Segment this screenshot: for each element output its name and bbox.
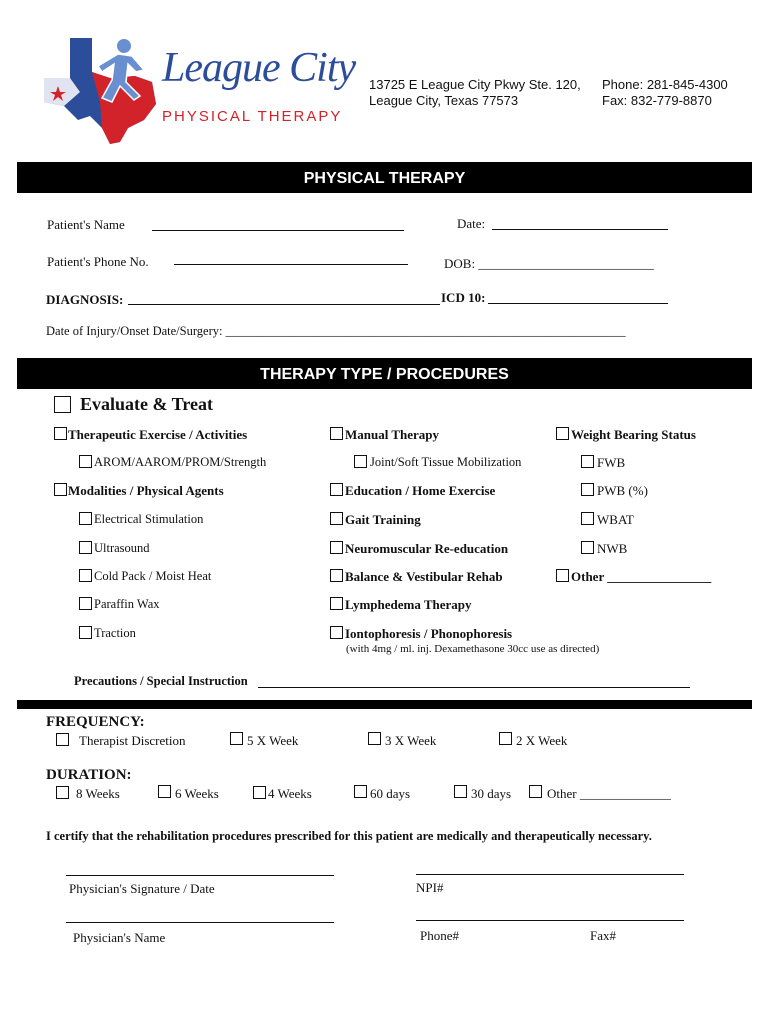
duration-8w-label: 8 Weeks [76, 786, 120, 801]
neuro-label: Neuromuscular Re-education [345, 541, 509, 556]
icd-field[interactable] [488, 303, 668, 304]
physician-signature-label: Physician's Signature / Date [69, 881, 215, 896]
fwb-checkbox[interactable] [581, 455, 594, 468]
ultrasound-checkbox[interactable] [79, 541, 92, 554]
logo-subtitle: PHYSICAL THERAPY [162, 108, 343, 125]
icd-label: ICD 10: [441, 290, 486, 305]
duration-4w-label: 4 Weeks [268, 786, 312, 801]
duration-6w-checkbox[interactable] [158, 785, 171, 798]
patient-name-field[interactable] [152, 230, 404, 231]
texas-runner-logo-icon [40, 32, 168, 147]
dob-label: DOB: ___________________________ [444, 256, 654, 271]
patient-name-label: Patient's Name [47, 217, 125, 232]
npi-field[interactable] [416, 874, 684, 875]
pwb-checkbox[interactable] [581, 483, 594, 496]
lymph-label: Lymphedema Therapy [345, 597, 472, 612]
frequency-5x-label: 5 X Week [247, 733, 299, 748]
phone-text: Phone: 281-845-4300 [602, 77, 728, 92]
lymph-checkbox[interactable] [330, 597, 343, 610]
traction-label: Traction [94, 626, 136, 640]
paraffin-label: Paraffin Wax [94, 597, 160, 611]
logo-wordmark: League City [162, 45, 356, 91]
fwb-label: FWB [597, 455, 626, 470]
traction-checkbox[interactable] [79, 626, 92, 639]
therapeutic-checkbox[interactable] [54, 427, 67, 440]
evaluate-label: Evaluate & Treat [80, 394, 213, 414]
address-line-1: 13725 E League City Pkwy Ste. 120, [369, 77, 581, 92]
patient-phone-label: Patient's Phone No. [47, 254, 149, 269]
neuro-checkbox[interactable] [330, 541, 343, 554]
ionto-note: (with 4mg / ml. inj. Dexamethasone 30cc use as directed) [346, 643, 600, 655]
patient-phone-field[interactable] [174, 264, 408, 265]
frequency-3x-label: 3 X Week [385, 733, 437, 748]
duration-30d-label: 30 days [471, 786, 512, 801]
precautions-field[interactable] [258, 687, 690, 688]
nwb-label: NWB [597, 541, 628, 556]
ionto-label: Iontophoresis / Phonophoresis [345, 626, 513, 641]
estim-checkbox[interactable] [79, 512, 92, 525]
duration-60d-label: 60 days [370, 786, 411, 801]
phone-fax-field[interactable] [416, 920, 684, 921]
frequency-2x-label: 2 X Week [516, 733, 568, 748]
wbat-checkbox[interactable] [581, 512, 594, 525]
logo [40, 32, 360, 147]
frequency-5x-checkbox[interactable] [230, 732, 243, 745]
manual-label: Manual Therapy [345, 427, 440, 442]
physician-name-label: Physician's Name [73, 930, 166, 945]
education-label: Education / Home Exercise [345, 483, 496, 498]
therapeutic-label: Therapeutic Exercise / Activities [68, 427, 248, 442]
physician-signature-field[interactable] [66, 875, 334, 876]
weight-checkbox[interactable] [556, 427, 569, 440]
coldpack-checkbox[interactable] [79, 569, 92, 582]
physician-phone-label: Phone# [420, 928, 459, 943]
manual-checkbox[interactable] [330, 427, 343, 440]
duration-60d-checkbox[interactable] [354, 785, 367, 798]
arom-checkbox[interactable] [79, 455, 92, 468]
ultrasound-label: Ultrasound [94, 541, 150, 555]
gait-label: Gait Training [345, 512, 421, 527]
date-label: Date: [457, 216, 486, 231]
estim-label: Electrical Stimulation [94, 512, 204, 526]
frequency-therapist-label: Therapist Discretion [79, 733, 186, 748]
arom-label: AROM/AAROM/PROM/Strength [94, 455, 267, 469]
npi-label: NPI# [416, 880, 444, 895]
wbat-label: WBAT [597, 512, 634, 527]
evaluate-checkbox[interactable] [54, 396, 71, 413]
education-checkbox[interactable] [330, 483, 343, 496]
duration-other-checkbox[interactable] [529, 785, 542, 798]
nwb-checkbox[interactable] [581, 541, 594, 554]
certify-statement: I certify that the rehabilitation procedures prescribed for this patient are medically and therapeutically necessary. [46, 829, 652, 843]
diagnosis-field[interactable] [128, 304, 440, 305]
coldpack-label: Cold Pack / Moist Heat [94, 569, 212, 583]
balance-label: Balance & Vestibular Rehab [345, 569, 503, 584]
other-procedure-checkbox[interactable] [556, 569, 569, 582]
procedures-bar: THERAPY TYPE / PROCEDURES [17, 358, 752, 389]
physician-fax-label: Fax# [590, 928, 616, 943]
frequency-heading: FREQUENCY: [46, 714, 145, 730]
injury-date-label: Date of Injury/Onset Date/Surgery: ________________________________________________________________ [46, 324, 626, 338]
balance-checkbox[interactable] [330, 569, 343, 582]
weight-label: Weight Bearing Status [571, 427, 696, 442]
date-field[interactable] [492, 229, 668, 230]
title-bar: PHYSICAL THERAPY [17, 162, 752, 193]
joint-label: Joint/Soft Tissue Mobilization [370, 455, 522, 469]
frequency-3x-checkbox[interactable] [368, 732, 381, 745]
diagnosis-label: DIAGNOSIS: [46, 292, 124, 307]
modalities-label: Modalities / Physical Agents [68, 483, 224, 498]
duration-other-label: Other ______________ [547, 786, 671, 801]
duration-6w-label: 6 Weeks [175, 786, 219, 801]
frequency-therapist-checkbox[interactable] [56, 733, 69, 746]
other-procedure-label: Other ________________ [571, 569, 712, 584]
paraffin-checkbox[interactable] [79, 597, 92, 610]
physician-name-field[interactable] [66, 922, 334, 923]
joint-checkbox[interactable] [354, 455, 367, 468]
modalities-checkbox[interactable] [54, 483, 67, 496]
pwb-label: PWB (%) [597, 483, 648, 498]
duration-30d-checkbox[interactable] [454, 785, 467, 798]
duration-4w-checkbox[interactable] [253, 786, 266, 799]
ionto-checkbox[interactable] [330, 626, 343, 639]
precautions-label: Precautions / Special Instruction [74, 674, 248, 688]
gait-checkbox[interactable] [330, 512, 343, 525]
duration-8w-checkbox[interactable] [56, 786, 69, 799]
frequency-2x-checkbox[interactable] [499, 732, 512, 745]
duration-heading: DURATION: [46, 767, 132, 783]
fax-text: Fax: 832-779-8870 [602, 93, 712, 108]
address-line-2: League City, Texas 77573 [369, 93, 519, 108]
section-divider [17, 700, 752, 709]
